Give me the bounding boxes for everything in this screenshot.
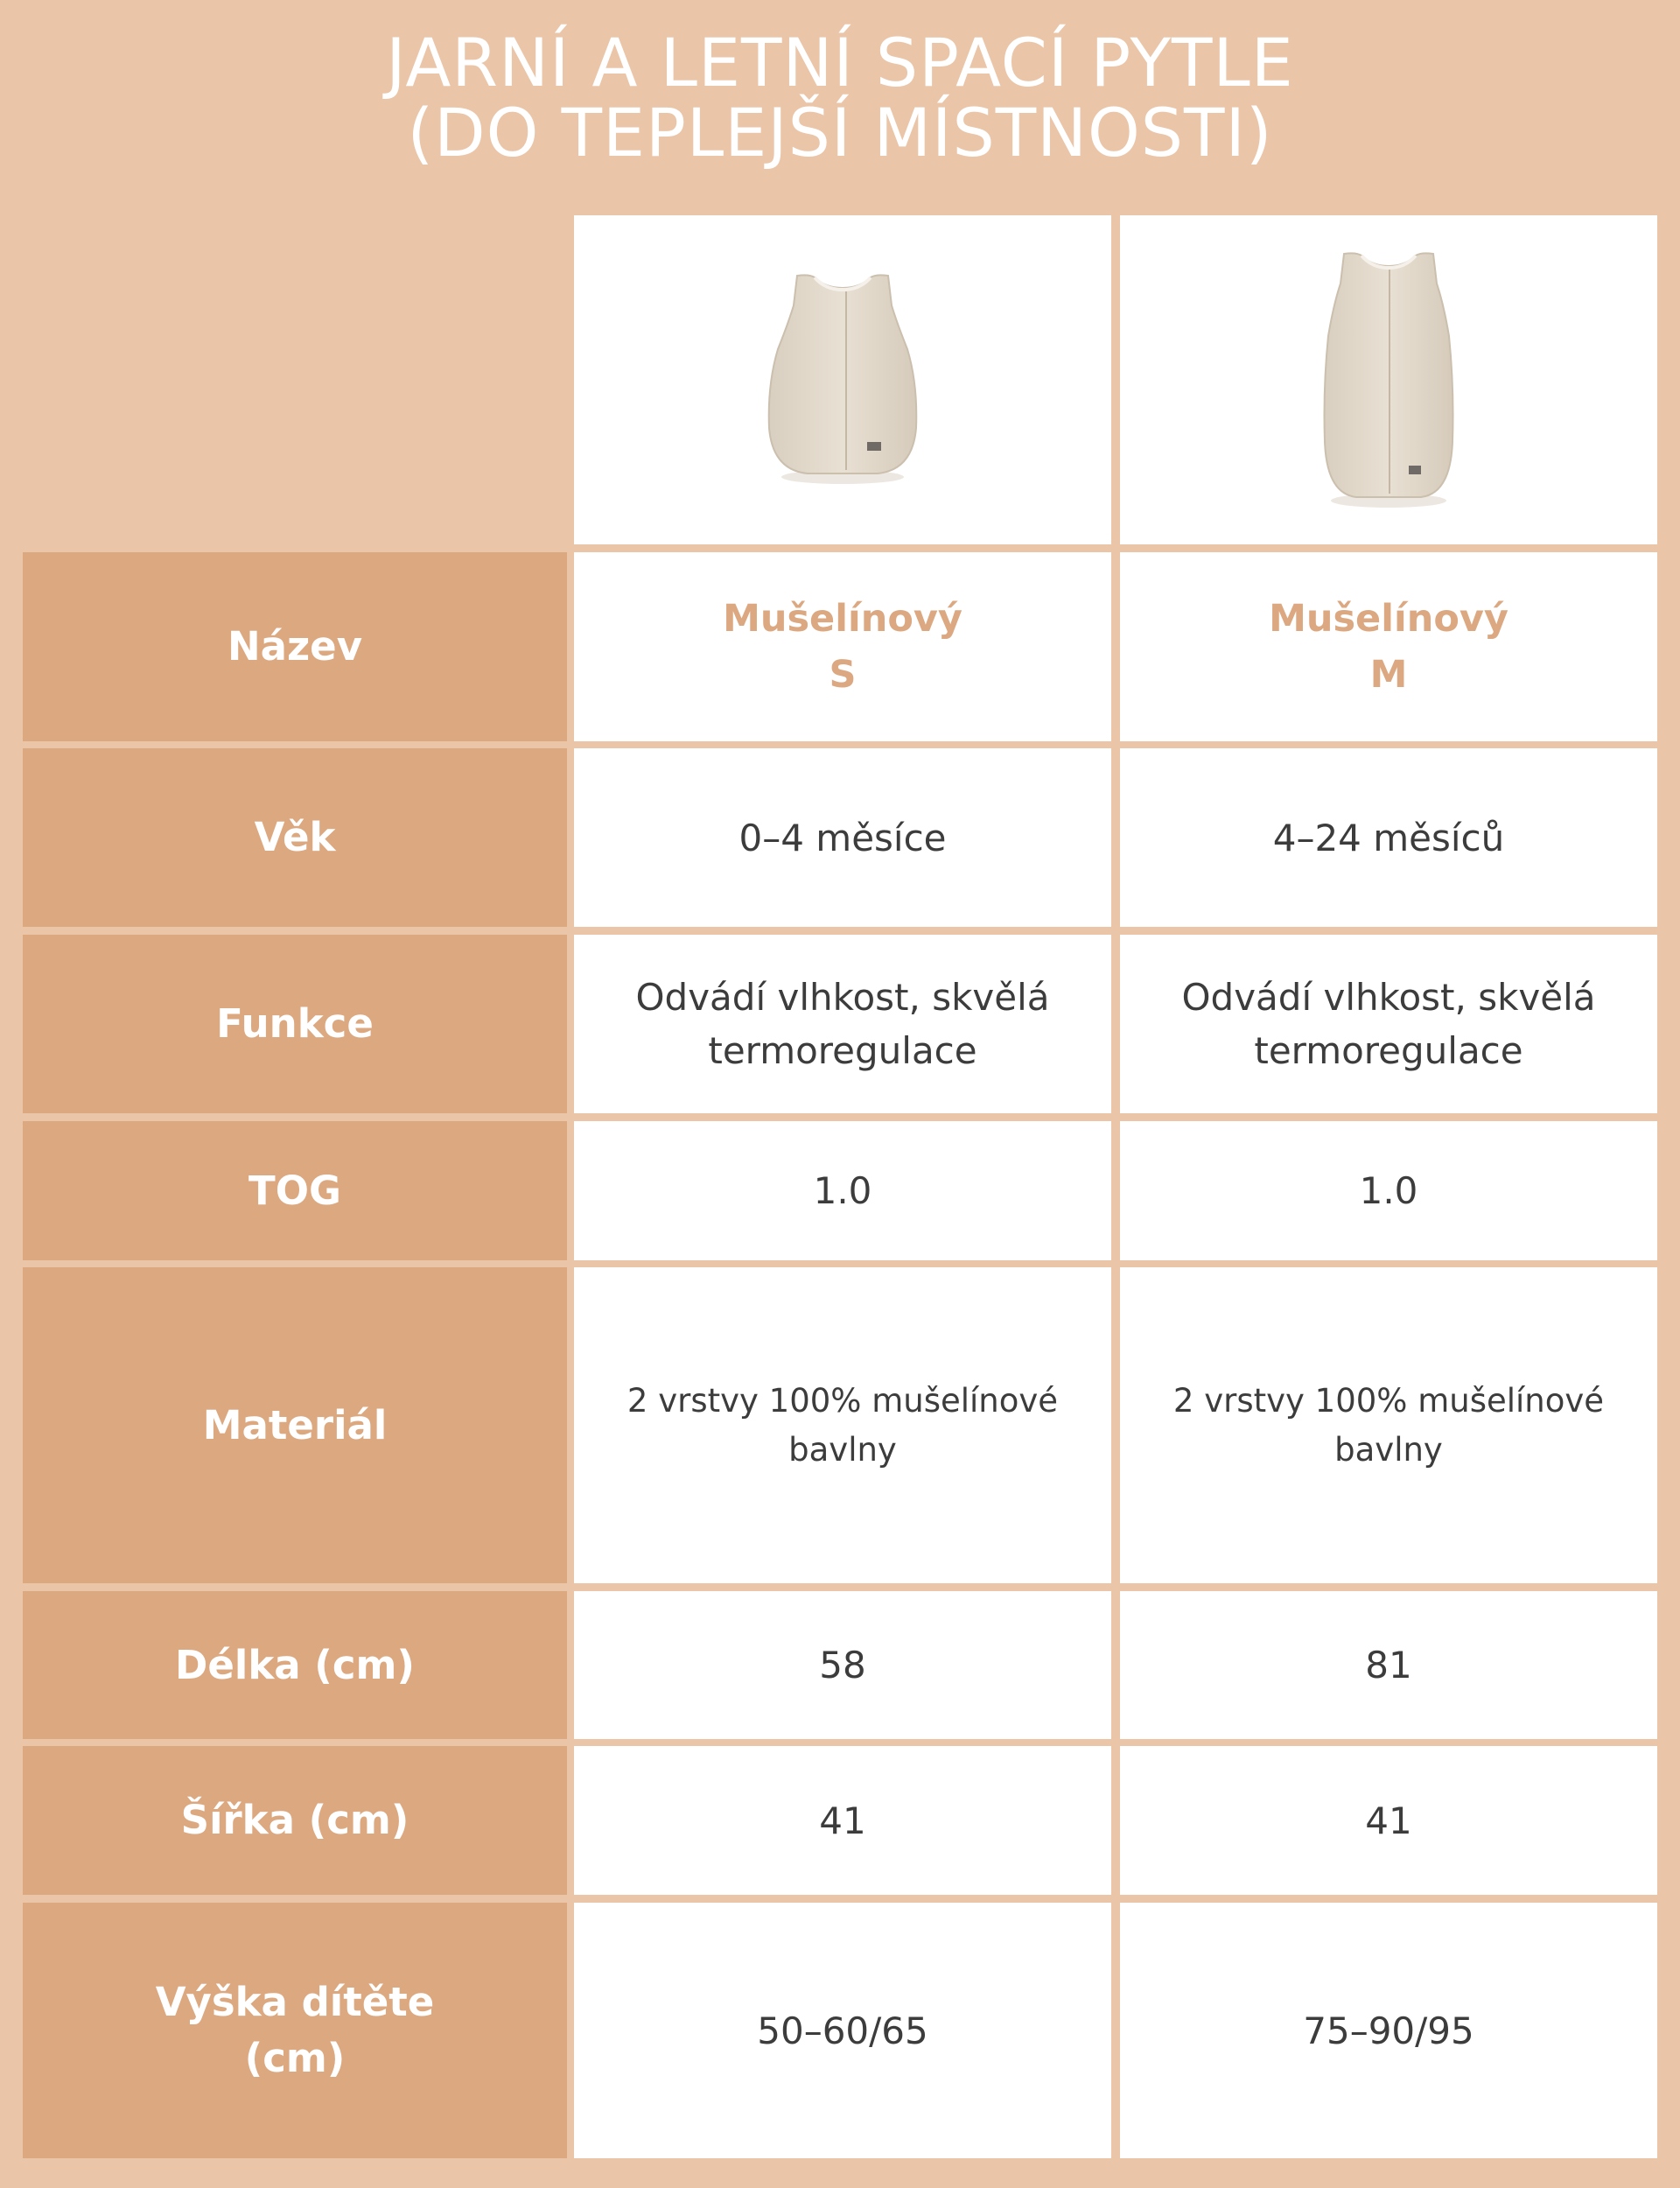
child-height-label-line-2: (cm) bbox=[244, 2035, 346, 2081]
width-cell-s: 41 bbox=[574, 1746, 1111, 1895]
material-cell-s bbox=[574, 1267, 1111, 1583]
row-label-length: Délka (cm) bbox=[23, 1591, 567, 1739]
age-cell-s: 0–4 měsíce bbox=[574, 748, 1111, 927]
row-label-age: Věk bbox=[23, 748, 567, 927]
product-image-cell-s bbox=[574, 215, 1111, 544]
page-title bbox=[0, 24, 1680, 172]
material-m-line-2: bavlny bbox=[1334, 1430, 1443, 1469]
product-name-m-line-1: Mušelínový bbox=[1269, 597, 1508, 641]
material-s-line-2: bavlny bbox=[788, 1430, 897, 1469]
material-cell-m bbox=[1120, 1267, 1657, 1583]
material-s-line-1: 2 vrstvy 100% mušelínové bbox=[626, 1381, 1059, 1420]
child-height-label-line-1: Výška dítěte bbox=[155, 1979, 435, 2025]
page-title-line-2: (DO TEPLEJŠÍ MÍSTNOSTI) bbox=[407, 94, 1273, 172]
tog-cell-m: 1.0 bbox=[1120, 1121, 1657, 1260]
width-cell-m: 41 bbox=[1120, 1746, 1657, 1895]
function-m-line-1: Odvádí vlhkost, skvělá bbox=[1181, 976, 1596, 1019]
row-label-name: Název bbox=[23, 552, 567, 741]
age-cell-m: 4–24 měsíců bbox=[1120, 748, 1657, 927]
sleeping-bag-small-image bbox=[764, 270, 921, 489]
product-name-cell-m bbox=[1120, 552, 1657, 741]
length-cell-s: 58 bbox=[574, 1591, 1111, 1739]
material-m-line-1: 2 vrstvy 100% mušelínové bbox=[1172, 1381, 1605, 1420]
sleeping-bag-medium-image bbox=[1314, 249, 1463, 511]
function-m-line-2: termoregulace bbox=[1254, 1029, 1523, 1072]
product-name-m-line-2: M bbox=[1369, 653, 1408, 697]
row-label-function: Funkce bbox=[23, 935, 567, 1113]
row-label-tog: TOG bbox=[23, 1121, 567, 1260]
function-cell-m bbox=[1120, 935, 1657, 1113]
row-label-material: Materiál bbox=[23, 1267, 567, 1583]
function-s-line-2: termoregulace bbox=[708, 1029, 977, 1072]
product-name-s-line-1: Mušelínový bbox=[723, 597, 962, 641]
product-image-cell-m bbox=[1120, 215, 1657, 544]
tog-cell-s: 1.0 bbox=[574, 1121, 1111, 1260]
function-s-line-1: Odvádí vlhkost, skvělá bbox=[635, 976, 1050, 1019]
row-label-width: Šířka (cm) bbox=[23, 1746, 567, 1895]
child-height-cell-s: 50–60/65 bbox=[574, 1903, 1111, 2158]
row-label-child-height bbox=[23, 1903, 567, 2158]
length-cell-m: 81 bbox=[1120, 1591, 1657, 1739]
function-cell-s bbox=[574, 935, 1111, 1113]
child-height-cell-m: 75–90/95 bbox=[1120, 1903, 1657, 2158]
page-title-line-1: JARNÍ A LETNÍ SPACÍ PYTLE bbox=[386, 24, 1294, 102]
product-name-cell-s bbox=[574, 552, 1111, 741]
product-name-s-line-2: S bbox=[829, 653, 857, 697]
